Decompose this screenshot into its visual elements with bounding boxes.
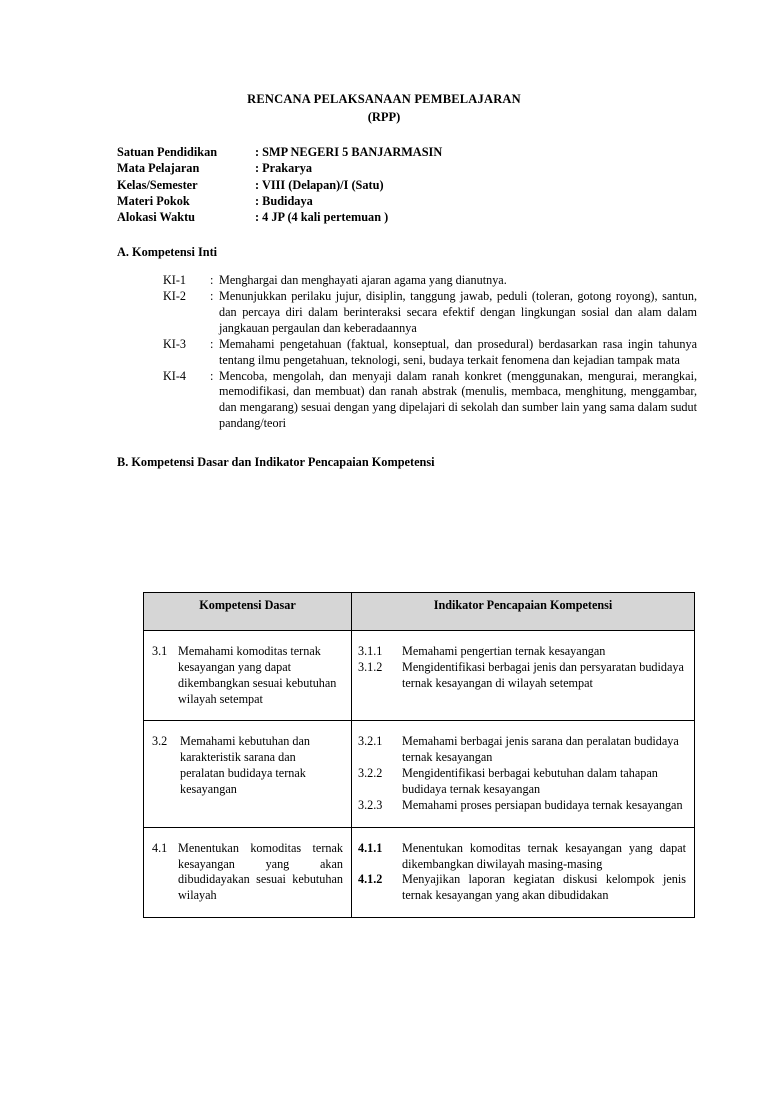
kd-text: Memahami komoditas ternak kesayangan yang dapat dikembangkan sesuai kebutuhan wilayah setempat [178, 644, 337, 706]
kd-cell-content [144, 631, 351, 720]
meta-label-mata-pelajaran: Mata Pelajaran [117, 161, 200, 176]
kd-item [152, 734, 343, 797]
ki-item-2 [163, 289, 697, 337]
ki-text: Mencoba, mengolah, dan menyaji dalam ranah konkret (menggunakan, mengurai, merangkai, memodifikasi, dan membuat) dan ranah abstrak (menulis, membaca, menghitung, menggambar, dan mengarang) sesuai dengan yang dipelajari di sekolah dan sumber lain yang sama dalam sudut pandang/teori [219, 368, 697, 431]
kompetensi-dasar-table [143, 592, 695, 918]
kd-number: 3.1 [152, 644, 168, 658]
ipk-text: Menyajikan laporan kegiatan diskusi kelompok jenis ternak kesayangan yang akan dibudidakan [402, 872, 686, 903]
ipk-item [358, 798, 686, 814]
meta-value-materi-pokok: : Budidaya [255, 193, 313, 208]
ipk-item [358, 841, 686, 873]
table-cell-ipk [352, 827, 695, 917]
ipk-item [358, 872, 686, 904]
meta-row [117, 144, 768, 160]
page-subtitle: (RPP) [367, 110, 401, 125]
table-row [144, 631, 695, 721]
table-cell-kd [144, 631, 352, 721]
table-row [144, 721, 695, 827]
kd-item [152, 644, 343, 707]
document-page [0, 90, 768, 1114]
meta-row [117, 193, 768, 209]
page-title: RENCANA PELAKSANAAN PEMBELAJARAN [247, 92, 521, 106]
table-row [144, 827, 695, 917]
ipk-text: Memahami proses persiapan budidaya ternak kesayangan [402, 797, 683, 812]
ipk-text: Menentukan komoditas ternak kesayangan yang dapat dikembangkan diwilayah masing-masing [402, 840, 686, 871]
table-cell-ipk [352, 631, 695, 721]
kd-cell-content [144, 828, 351, 917]
meta-label-kelas-semester: Kelas/Semester [117, 177, 198, 192]
ki-item-3 [163, 337, 697, 369]
title-block [0, 90, 768, 126]
document-metadata [117, 144, 768, 225]
ipk-text: Memahami berbagai jenis sarana dan peralatan budidaya ternak kesayangan [402, 734, 679, 765]
ipk-number: 4.1.2 [358, 872, 383, 887]
ipk-number: 3.2.2 [358, 766, 383, 781]
ki-colon: : [210, 368, 214, 383]
table-header-indikator: Indikator Pencapaian Kompetensi [352, 593, 695, 631]
ki-text: Memahami pengetahuan (faktual, konseptual, dan prosedural) berdasarkan rasa ingin tahunya tentang ilmu pengetahuan, teknologi, seni, budaya terkait fenomena dan kejadian tampak mata [219, 336, 697, 367]
table-cell-kd [144, 827, 352, 917]
ki-label: KI-4 [163, 368, 187, 383]
ipk-number: 3.2.3 [358, 797, 383, 812]
ipk-cell-content [352, 721, 694, 826]
meta-value-mata-pelajaran: : Prakarya [255, 161, 313, 176]
kd-number: 4.1 [152, 840, 168, 855]
ki-text: Menghargai dan menghayati ajaran agama yang dianutnya. [219, 273, 507, 288]
meta-label-alokasi-waktu: Alokasi Waktu [117, 210, 196, 225]
meta-value-satuan-pendidikan: : SMP NEGERI 5 BANJARMASIN [255, 145, 443, 160]
ipk-item [358, 734, 686, 766]
ipk-number: 3.1.2 [358, 659, 383, 674]
kd-text: Menentukan komoditas ternak kesayangan yang akan dibudidayakan sesuai kebutuhan wilayah [178, 840, 343, 903]
meta-label-satuan-pendidikan: Satuan Pendidikan [117, 145, 218, 160]
meta-value-alokasi-waktu: : 4 JP (4 kali pertemuan ) [255, 210, 389, 225]
ki-label: KI-3 [163, 336, 187, 351]
kompetensi-inti-list [163, 273, 697, 432]
ipk-item [358, 766, 686, 798]
kd-number: 3.2 [152, 734, 168, 749]
ipk-item [358, 660, 686, 692]
ki-colon: : [210, 273, 214, 288]
table-header-row [144, 593, 695, 631]
kd-item [152, 841, 343, 904]
ki-item-1 [163, 273, 697, 289]
ipk-number: 4.1.1 [358, 840, 383, 855]
ipk-number: 3.2.1 [358, 734, 383, 749]
ipk-item [358, 644, 686, 660]
table-cell-ipk [352, 721, 695, 827]
ki-colon: : [210, 336, 214, 351]
table-header-kompetensi-dasar: Kompetensi Dasar [144, 593, 352, 631]
ipk-cell-content [352, 828, 694, 917]
ki-colon: : [210, 289, 214, 304]
ipk-text: Mengidentifikasi berbagai jenis dan persyaratan budidaya ternak kesayangan di wilayah setempat [402, 659, 684, 690]
meta-row [117, 160, 768, 176]
section-a-heading: A. Kompetensi Inti [117, 245, 218, 260]
ki-label: KI-2 [163, 289, 187, 304]
ki-label: KI-1 [163, 273, 187, 288]
ki-text: Menunjukkan perilaku jujur, disiplin, tanggung jawab, peduli (toleran, gotong royong), santun, dan percaya diri dalam berinteraksi secara efektif dengan lingkungan sosial dan alam dalam jangkauan pergaulan dan keberadaannya [219, 289, 697, 335]
section-b-heading: B. Kompetensi Dasar dan Indikator Pencapaian Kompetensi [117, 454, 435, 469]
ipk-cell-content [352, 631, 694, 705]
meta-row [117, 177, 768, 193]
meta-row [117, 209, 768, 225]
kd-cell-content [144, 721, 351, 810]
meta-value-kelas-semester: : VIII (Delapan)/I (Satu) [255, 177, 384, 192]
kd-text: Memahami kebutuhan dan karakteristik sarana dan peralatan budidaya ternak kesayangan [180, 734, 310, 797]
ipk-number: 3.1.1 [358, 644, 383, 658]
ipk-text: Memahami pengertian ternak kesayangan [402, 644, 606, 658]
meta-label-materi-pokok: Materi Pokok [117, 193, 190, 208]
table-cell-kd [144, 721, 352, 827]
ipk-text: Mengidentifikasi berbagai kebutuhan dalam tahapan budidaya ternak kesayangan [402, 766, 658, 797]
ki-item-4 [163, 369, 697, 432]
